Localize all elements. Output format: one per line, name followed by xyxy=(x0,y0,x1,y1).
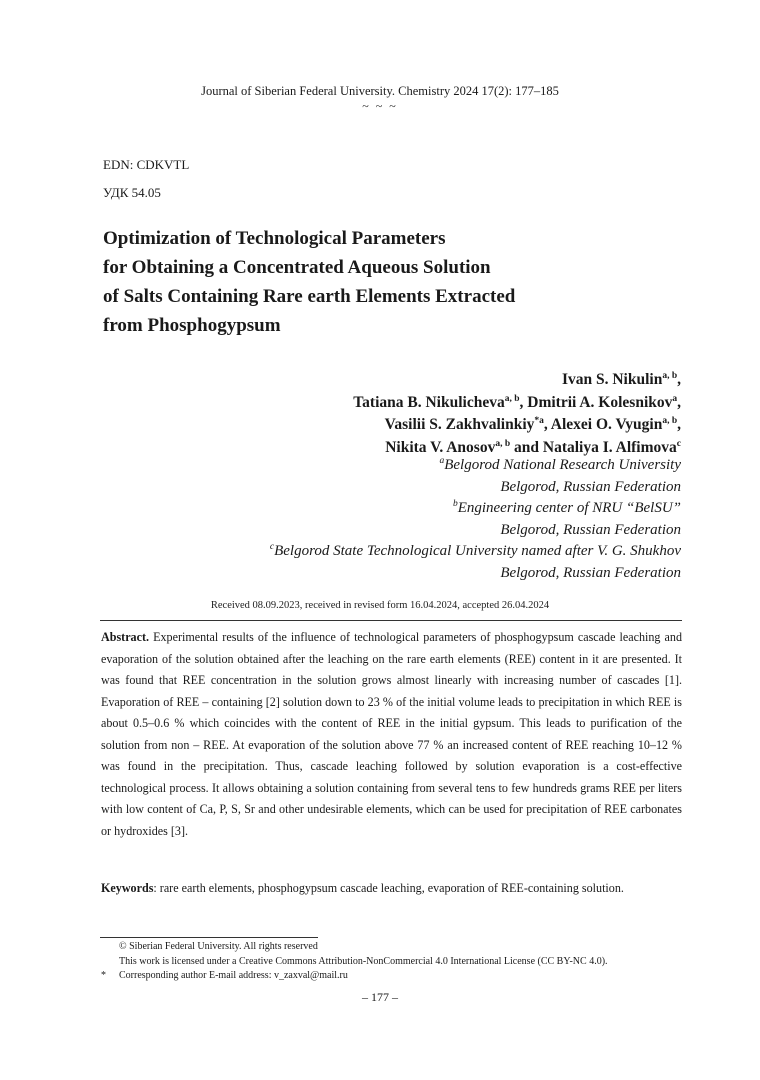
author-separator: , xyxy=(677,393,681,411)
author-line xyxy=(353,414,681,437)
license-note: This work is licensed under a Creative Commons Attribution-NonCommercial 4.0 International License (CC BY-NC 4.0). xyxy=(119,956,608,967)
journal-header: Journal of Siberian Federal University. Chemistry 2024 17(2): 177–185 xyxy=(201,84,559,98)
title-line: of Salts Containing Rare earth Elements Extracted xyxy=(103,286,516,307)
affiliation-text: Belgorod State Technological University named after V. G. Shukhov xyxy=(274,543,681,559)
affiliation-line xyxy=(270,563,681,585)
author-affil-mark: c xyxy=(676,438,681,449)
author-name: Dmitrii A. Kolesnikov xyxy=(527,393,673,411)
title-line: for Obtaining a Concentrated Aqueous Solution xyxy=(103,257,491,278)
abstract xyxy=(101,627,682,842)
udk-code: УДК 54.05 xyxy=(103,185,161,200)
author-separator: , xyxy=(677,371,681,388)
author-name: Nikita V. Anosov xyxy=(385,438,496,456)
affiliation-list xyxy=(270,455,681,584)
author-separator: , xyxy=(519,393,528,411)
affiliation-text: Belgorod, Russian Federation xyxy=(500,564,681,581)
author-line xyxy=(353,369,681,392)
abstract-text: Experimental results of the influence of technological parameters of phosphogypsum cascade leaching and evaporation of the solution obtained after the leaching on the rare earth elements (REE) content in it are presented. It was found that REE concentration in the solution grows almost linearly with increasing number of cascades [1]. Evaporation of REE – containing [2] solution down to 23 % of the initial volume leads to precipitation in which REE is about 0.5–0.6 % which coincides with the content of REE in the initial gypsum. This leads to purification of the solution from non – REE. At evaporation of the solution above 77 % an increased content of REE reaching 10–12 % was found in the precipitation. Thus, cascade leaching followed by solution evaporation is a cost-effective technological process. It allows obtaining a solution containing from several tens to few hundreds grams REE per liters with low content of Ca, P, S, Sr and other undesirable elements, which can be used for precipitation of REE carbonates or hydroxides [3]. xyxy=(101,630,682,838)
affiliation-text: Belgorod National Research University xyxy=(444,457,681,473)
header-ornament: ~ ~ ~ xyxy=(362,99,398,113)
abstract-divider xyxy=(100,620,682,621)
keywords-label: Keywords xyxy=(101,881,154,895)
copyright-note: © Siberian Federal University. All rights reserved xyxy=(119,941,318,952)
keywords xyxy=(101,878,682,900)
corresponding-author-note xyxy=(101,970,348,981)
title-line: from Phosphogypsum xyxy=(103,315,281,336)
affiliation-text: Belgorod, Russian Federation xyxy=(500,521,681,538)
author-name: Tatiana B. Nikulicheva xyxy=(353,393,505,411)
author-affil-mark: a, b xyxy=(662,415,678,426)
affiliation-text: Belgorod, Russian Federation xyxy=(500,478,681,495)
affiliation-mark: b xyxy=(452,499,458,509)
author-name: Nataliya I. Alfimova xyxy=(542,438,677,456)
author-line xyxy=(353,392,681,415)
author-affil-mark: *a xyxy=(534,415,544,426)
abstract-label: Abstract. xyxy=(101,630,150,644)
article-title xyxy=(103,224,663,340)
affiliation-text: Engineering center of NRU “BelSU” xyxy=(457,500,681,516)
affiliation-mark: c xyxy=(269,542,275,552)
author-name: Alexei O. Vyugin xyxy=(550,416,663,433)
author-affil-mark: a xyxy=(672,393,678,404)
keywords-text: : rare earth elements, phosphogypsum cascade leaching, evaporation of REE-containing solution. xyxy=(153,881,624,895)
received-dates: Received 08.09.2023, received in revised form 16.04.2024, accepted 26.04.2024 xyxy=(210,600,550,611)
author-affil-mark: a, b xyxy=(662,370,678,381)
author-name: Vasilii S. Zakhvalinkiy xyxy=(384,416,535,433)
edn-identifier: EDN: CDKVTL xyxy=(103,157,190,172)
corresponding-author-text: Corresponding author E-mail address: v_zaxval@mail.ru xyxy=(119,970,348,981)
affiliation-line xyxy=(270,541,681,563)
author-list xyxy=(353,369,681,459)
author-separator: and xyxy=(510,438,543,456)
affiliation-line xyxy=(270,498,681,520)
affiliation-mark: a xyxy=(439,456,445,466)
author-affil-mark: a, b xyxy=(504,393,520,404)
page-number: – 177 – xyxy=(362,990,398,1004)
author-name: Ivan S. Nikulin xyxy=(561,371,663,388)
author-separator: , xyxy=(677,416,681,433)
title-line: Optimization of Technological Parameters xyxy=(103,228,446,249)
author-separator: , xyxy=(543,416,551,433)
affiliation-line xyxy=(270,520,681,542)
author-affil-mark: a, b xyxy=(495,438,511,449)
affiliation-line xyxy=(270,477,681,499)
footnote-divider xyxy=(100,937,318,938)
affiliation-line xyxy=(270,455,681,477)
footnote-marker: * xyxy=(101,970,106,981)
